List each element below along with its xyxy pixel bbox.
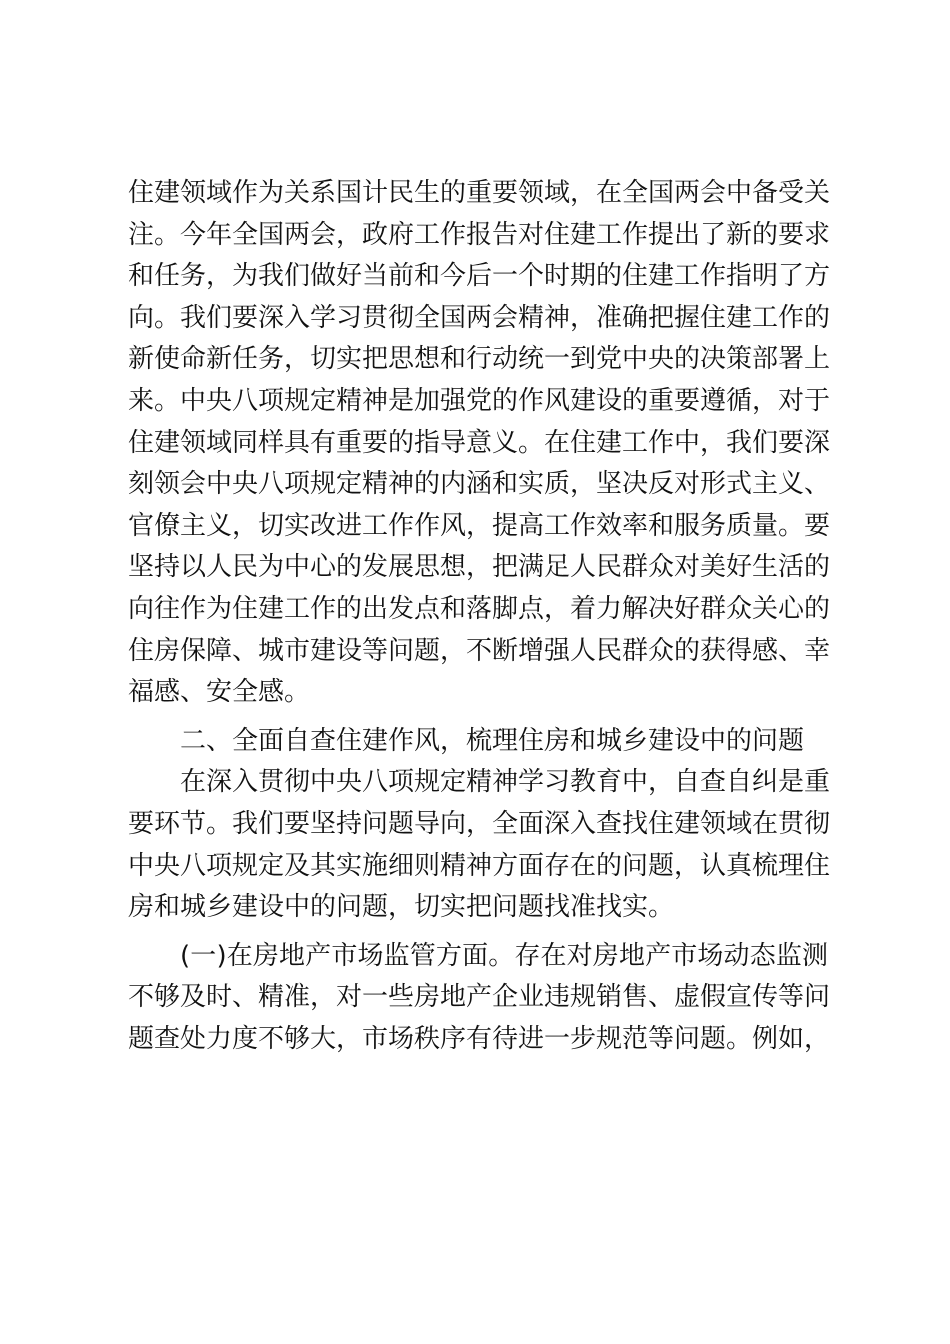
document-body xyxy=(128,173,831,1060)
paragraph xyxy=(128,173,831,714)
text-line: 和任务，为我们做好当前和今后一个时期的住建工作指明了方 xyxy=(128,261,831,292)
text-line: 来。中央八项规定精神是加强党的作风建设的重要遵循，对于 xyxy=(128,385,831,416)
text-line: 房和城乡建设中的问题，切实把问题找准找实。 xyxy=(128,892,675,923)
text-line: 题查处力度不够大，市场秩序有待进一步规范等问题。例如， xyxy=(128,1023,831,1054)
text-line: 官僚主义，切实改进工作作风，提高工作效率和服务质量。要 xyxy=(128,510,831,541)
paragraph xyxy=(128,936,831,1061)
text-line: (一)在房地产市场监管方面。存在对房地产市场动态监测 xyxy=(180,940,828,971)
text-line: 要环节。我们要坚持问题导向，全面深入查找住建领域在贯彻 xyxy=(128,808,831,839)
text-line: 在深入贯彻中央八项规定精神学习教育中，自查自纠是重 xyxy=(180,767,831,798)
text-line: 向。我们要深入学习贯彻全国两会精神，准确把握住建工作的 xyxy=(128,302,831,333)
text-line: 注。今年全国两会，政府工作报告对住建工作提出了新的要求 xyxy=(128,219,831,250)
text-line: 住房保障、城市建设等问题，不断增强人民群众的获得感、幸 xyxy=(128,635,831,666)
text-line: 新使命新任务，切实把思想和行动统一到党中央的决策部署上 xyxy=(128,344,831,375)
text-line: 住建领域作为关系国计民生的重要领域，在全国两会中备受关 xyxy=(128,178,831,208)
text-line: 福感、安全感。 xyxy=(128,677,311,708)
paragraph-spacer xyxy=(128,714,828,721)
text-line: 刻领会中央八项规定精神的内涵和实质，坚决反对形式主义、 xyxy=(128,469,831,500)
paragraph-spacer xyxy=(128,929,828,936)
text-line: 中央八项规定及其实施细则精神方面存在的问题，认真梳理住 xyxy=(128,850,831,881)
section-heading: 二、全面自查住建作风，梳理住房和城乡建设中的问题 xyxy=(180,725,805,756)
text-line: 住建领域同样具有重要的指导意义。在住建工作中，我们要深 xyxy=(128,427,831,458)
paragraph xyxy=(128,762,831,928)
text-line: 向往作为住建工作的出发点和落脚点，着力解决好群众关心的 xyxy=(128,593,831,624)
text-line: 不够及时、精准，对一些房地产企业违规销售、虚假宣传等问 xyxy=(128,982,831,1013)
text-line: 坚持以人民为中心的发展思想，把满足人民群众对美好生活的 xyxy=(128,552,831,583)
